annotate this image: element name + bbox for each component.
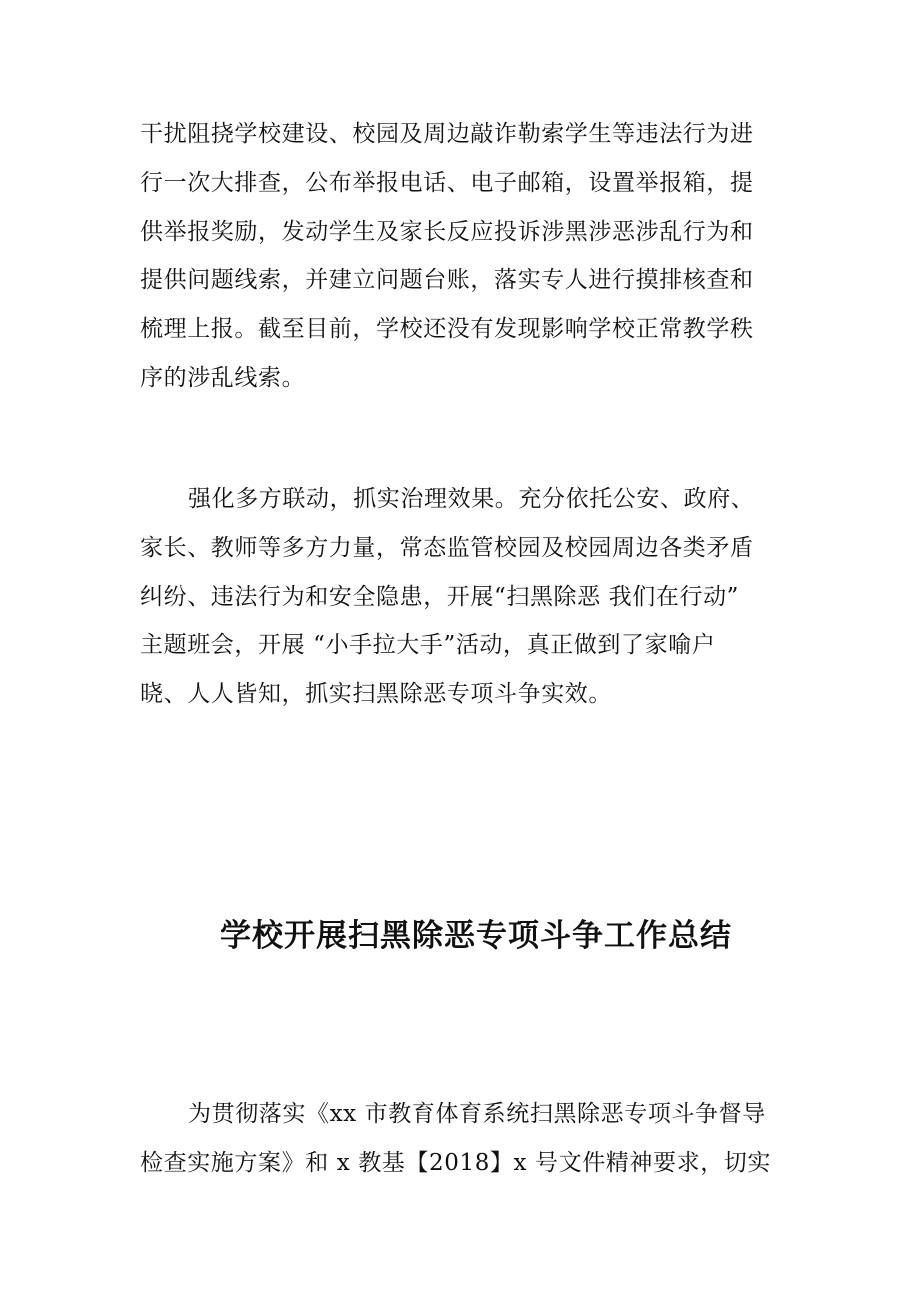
text-line: 为贯彻落实《xx 市教育体育系统扫黑除恶专项斗争督导 bbox=[188, 1101, 766, 1127]
text-line: 纠纷、违法行为和安全隐患，开展“扫黑除恶 我们在行动” bbox=[140, 583, 740, 610]
paragraph-2 bbox=[140, 475, 780, 719]
text-line: 晓、人人皆知，抓实扫黑除恶专项斗争实效。 bbox=[140, 681, 612, 708]
text-line: 供举报奖励，发动学生及家长反应投诉涉黑涉恶涉乱行为和 bbox=[140, 218, 754, 245]
text-line: 行一次大排查，公布举报电话、电子邮箱，设置举报箱，提 bbox=[140, 169, 754, 196]
paragraph-1 bbox=[140, 110, 780, 403]
text-line: 干扰阻挠学校建设、校园及周边敲诈勒索学生等违法行为进 bbox=[140, 121, 754, 147]
section-title: 学校开展扫黑除恶专项斗争工作总结 bbox=[220, 918, 732, 954]
text-line: 家长、教师等多方力量，常态监管校园及校园周边各类矛盾 bbox=[140, 534, 754, 561]
text-line: 提供问题线索，并建立问题台账，落实专人进行摸排核查和 bbox=[140, 267, 754, 294]
text-line: 序的涉乱线索。 bbox=[140, 364, 306, 391]
text-line: 强化多方联动，抓实治理效果。充分依托公安、政府、 bbox=[188, 486, 755, 512]
text-line: 梳理上报。截至目前，学校还没有发现影响学校正常教学秩 bbox=[140, 316, 754, 343]
paragraph-3 bbox=[140, 1090, 780, 1188]
text-line: 检查实施方案》和 x 教基【2018】x 号文件精神要求，切实 bbox=[140, 1149, 772, 1176]
text-line: 主题班会，开展 “小手拉大手”活动，真正做到了家喻户 bbox=[140, 632, 716, 659]
